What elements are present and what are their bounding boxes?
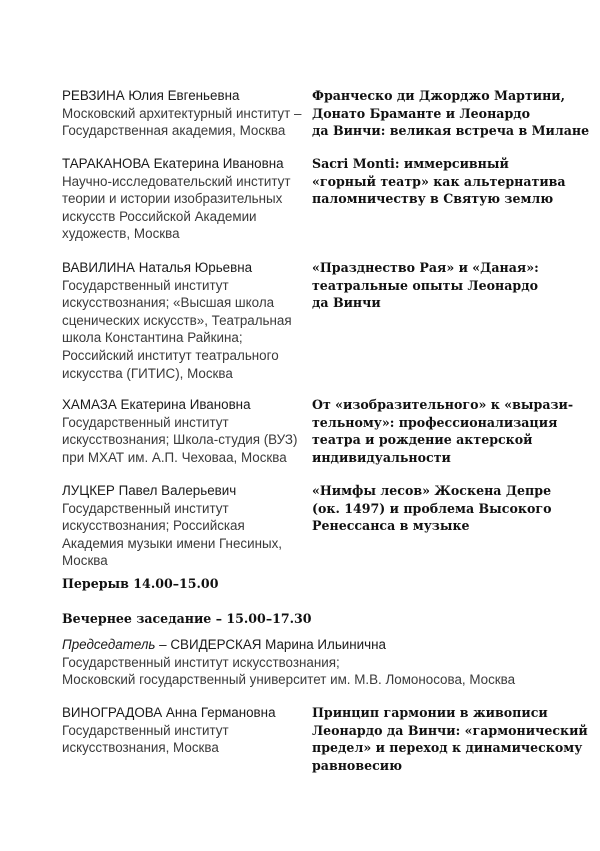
speaker-info: [62, 482, 300, 570]
talk-title-line: Принцип гармонии в живописи: [312, 705, 548, 720]
talk-title-line: предел» и переход к динамическому: [312, 740, 583, 756]
talk-title-line: Донато Браманте и Леонардо: [312, 105, 531, 121]
speaker-affiliation-line: Москва: [62, 553, 108, 569]
speaker-affiliation-line: при МХАТ им. А.П. Чеховаа, Москва: [62, 449, 287, 465]
talk-title-line: «Нимфы лесов» Жоскена Депре: [312, 483, 552, 498]
chair-line: [62, 636, 532, 654]
speaker-affiliation-line: искусствознания; Школа-студия (ВУЗ): [62, 432, 298, 448]
speaker-affiliation-line: Российский институт театрального: [62, 347, 279, 363]
speaker-info: [62, 704, 300, 757]
talk-title: [312, 704, 588, 774]
talk-title: [312, 87, 590, 140]
speaker-affiliation-line: Московский архитектурный институт –: [62, 105, 302, 121]
talk-title-line: индивидуальности: [312, 449, 451, 465]
speaker-affiliation-line: Научно-исследовательский институт: [62, 173, 291, 189]
speaker-affiliation-line: Академия музыки имени Гнесиных,: [62, 535, 283, 551]
speaker-affiliation-line: Государственный институт: [62, 277, 229, 293]
talk-title-line: «Празднество Рая» и «Даная»:: [312, 260, 539, 275]
speaker-affiliation-line: школа Константина Райкина;: [62, 330, 243, 346]
talk-title-line: театра и рождение актерской: [312, 432, 533, 448]
talk-title: [312, 259, 548, 312]
speaker-affiliation-line: искусствознания; Российская: [62, 518, 245, 534]
speaker-name: ВАВИЛИНА Наталья Юрьевна: [62, 260, 253, 275]
talk-title-line: тельному»: профессионализация: [312, 414, 558, 430]
chair-affiliation-line: Государственный институт искусствознания;: [62, 654, 340, 670]
speaker-affiliation-line: Государственный институт: [62, 414, 229, 430]
speaker-name: ВИНОГРАДОВА Анна Германовна: [62, 705, 276, 720]
speaker-affiliation-line: сценических искусств», Театральная: [62, 312, 292, 328]
talk-title-line: Ренессанса в музыке: [312, 518, 470, 534]
speaker-affiliation-line: искусства (ГИТИС), Москва: [62, 365, 233, 381]
speaker-affiliation-line: искусствознания; «Высшая школа: [62, 295, 275, 311]
speaker-info: [62, 259, 300, 382]
speaker-name: РЕВЗИНА Юлия Евгеньевна: [62, 88, 240, 103]
speaker-info: [62, 155, 300, 243]
talk-title: [312, 396, 574, 466]
speaker-name: ЛУЦКЕР Павел Валерьевич: [62, 483, 237, 498]
talk-title-line: равновесию: [312, 757, 403, 773]
speaker-affiliation-line: Государственный институт: [62, 722, 229, 738]
talk-title-line: да Винчи: великая встреча в Милане: [312, 123, 590, 139]
speaker-name: ХАМАЗА Екатерина Ивановна: [62, 397, 251, 412]
talk-title-line: паломничеству в Святую землю: [312, 191, 554, 207]
talk-title-line: Франческо ди Джорджо Мартини,: [312, 88, 566, 103]
talk-title-line: «горный театр» как альтернатива: [312, 173, 566, 189]
evening-session-heading: Вечернее заседание – 15.00–17.30: [62, 611, 312, 626]
speaker-affiliation-line: искусствознания, Москва: [62, 740, 219, 756]
talk-title: [312, 482, 552, 535]
speaker-affiliation-line: искусств Российской Академии: [62, 208, 257, 224]
talk-title-line: (ок. 1497) и проблема Высокого: [312, 500, 552, 516]
speaker-info: [62, 396, 300, 466]
speaker-affiliation-line: Государственная академия, Москва: [62, 123, 286, 139]
speaker-affiliation-line: Государственный институт: [62, 500, 229, 516]
talk-title-line: От «изобразительного» к «вырази-: [312, 397, 574, 412]
chair-role: Председатель: [62, 637, 156, 652]
speaker-name: ТАРАКАНОВА Екатерина Ивановна: [62, 156, 284, 171]
chair-name: – СВИДЕРСКАЯ Марина Ильинична: [155, 637, 386, 652]
talk-title-line: театральные опыты Леонардо: [312, 277, 538, 293]
chair-affiliation-line: Московский государственный университет им. М.В. Ломоносова, Москва: [62, 672, 516, 688]
talk-title-line: да Винчи: [312, 295, 381, 311]
speaker-info: [62, 87, 300, 140]
talk-title-line: Леонардо да Винчи: «гармонический: [312, 722, 588, 738]
talk-title: [312, 155, 566, 208]
speaker-affiliation-line: художеств, Москва: [62, 226, 180, 242]
talk-title-line: Sacri Monti: иммерсивный: [312, 156, 509, 171]
session-chair: [62, 636, 532, 689]
speaker-affiliation-line: теории и истории изобразительных: [62, 191, 283, 207]
break-heading: Перерыв 14.00–15.00: [62, 576, 219, 591]
